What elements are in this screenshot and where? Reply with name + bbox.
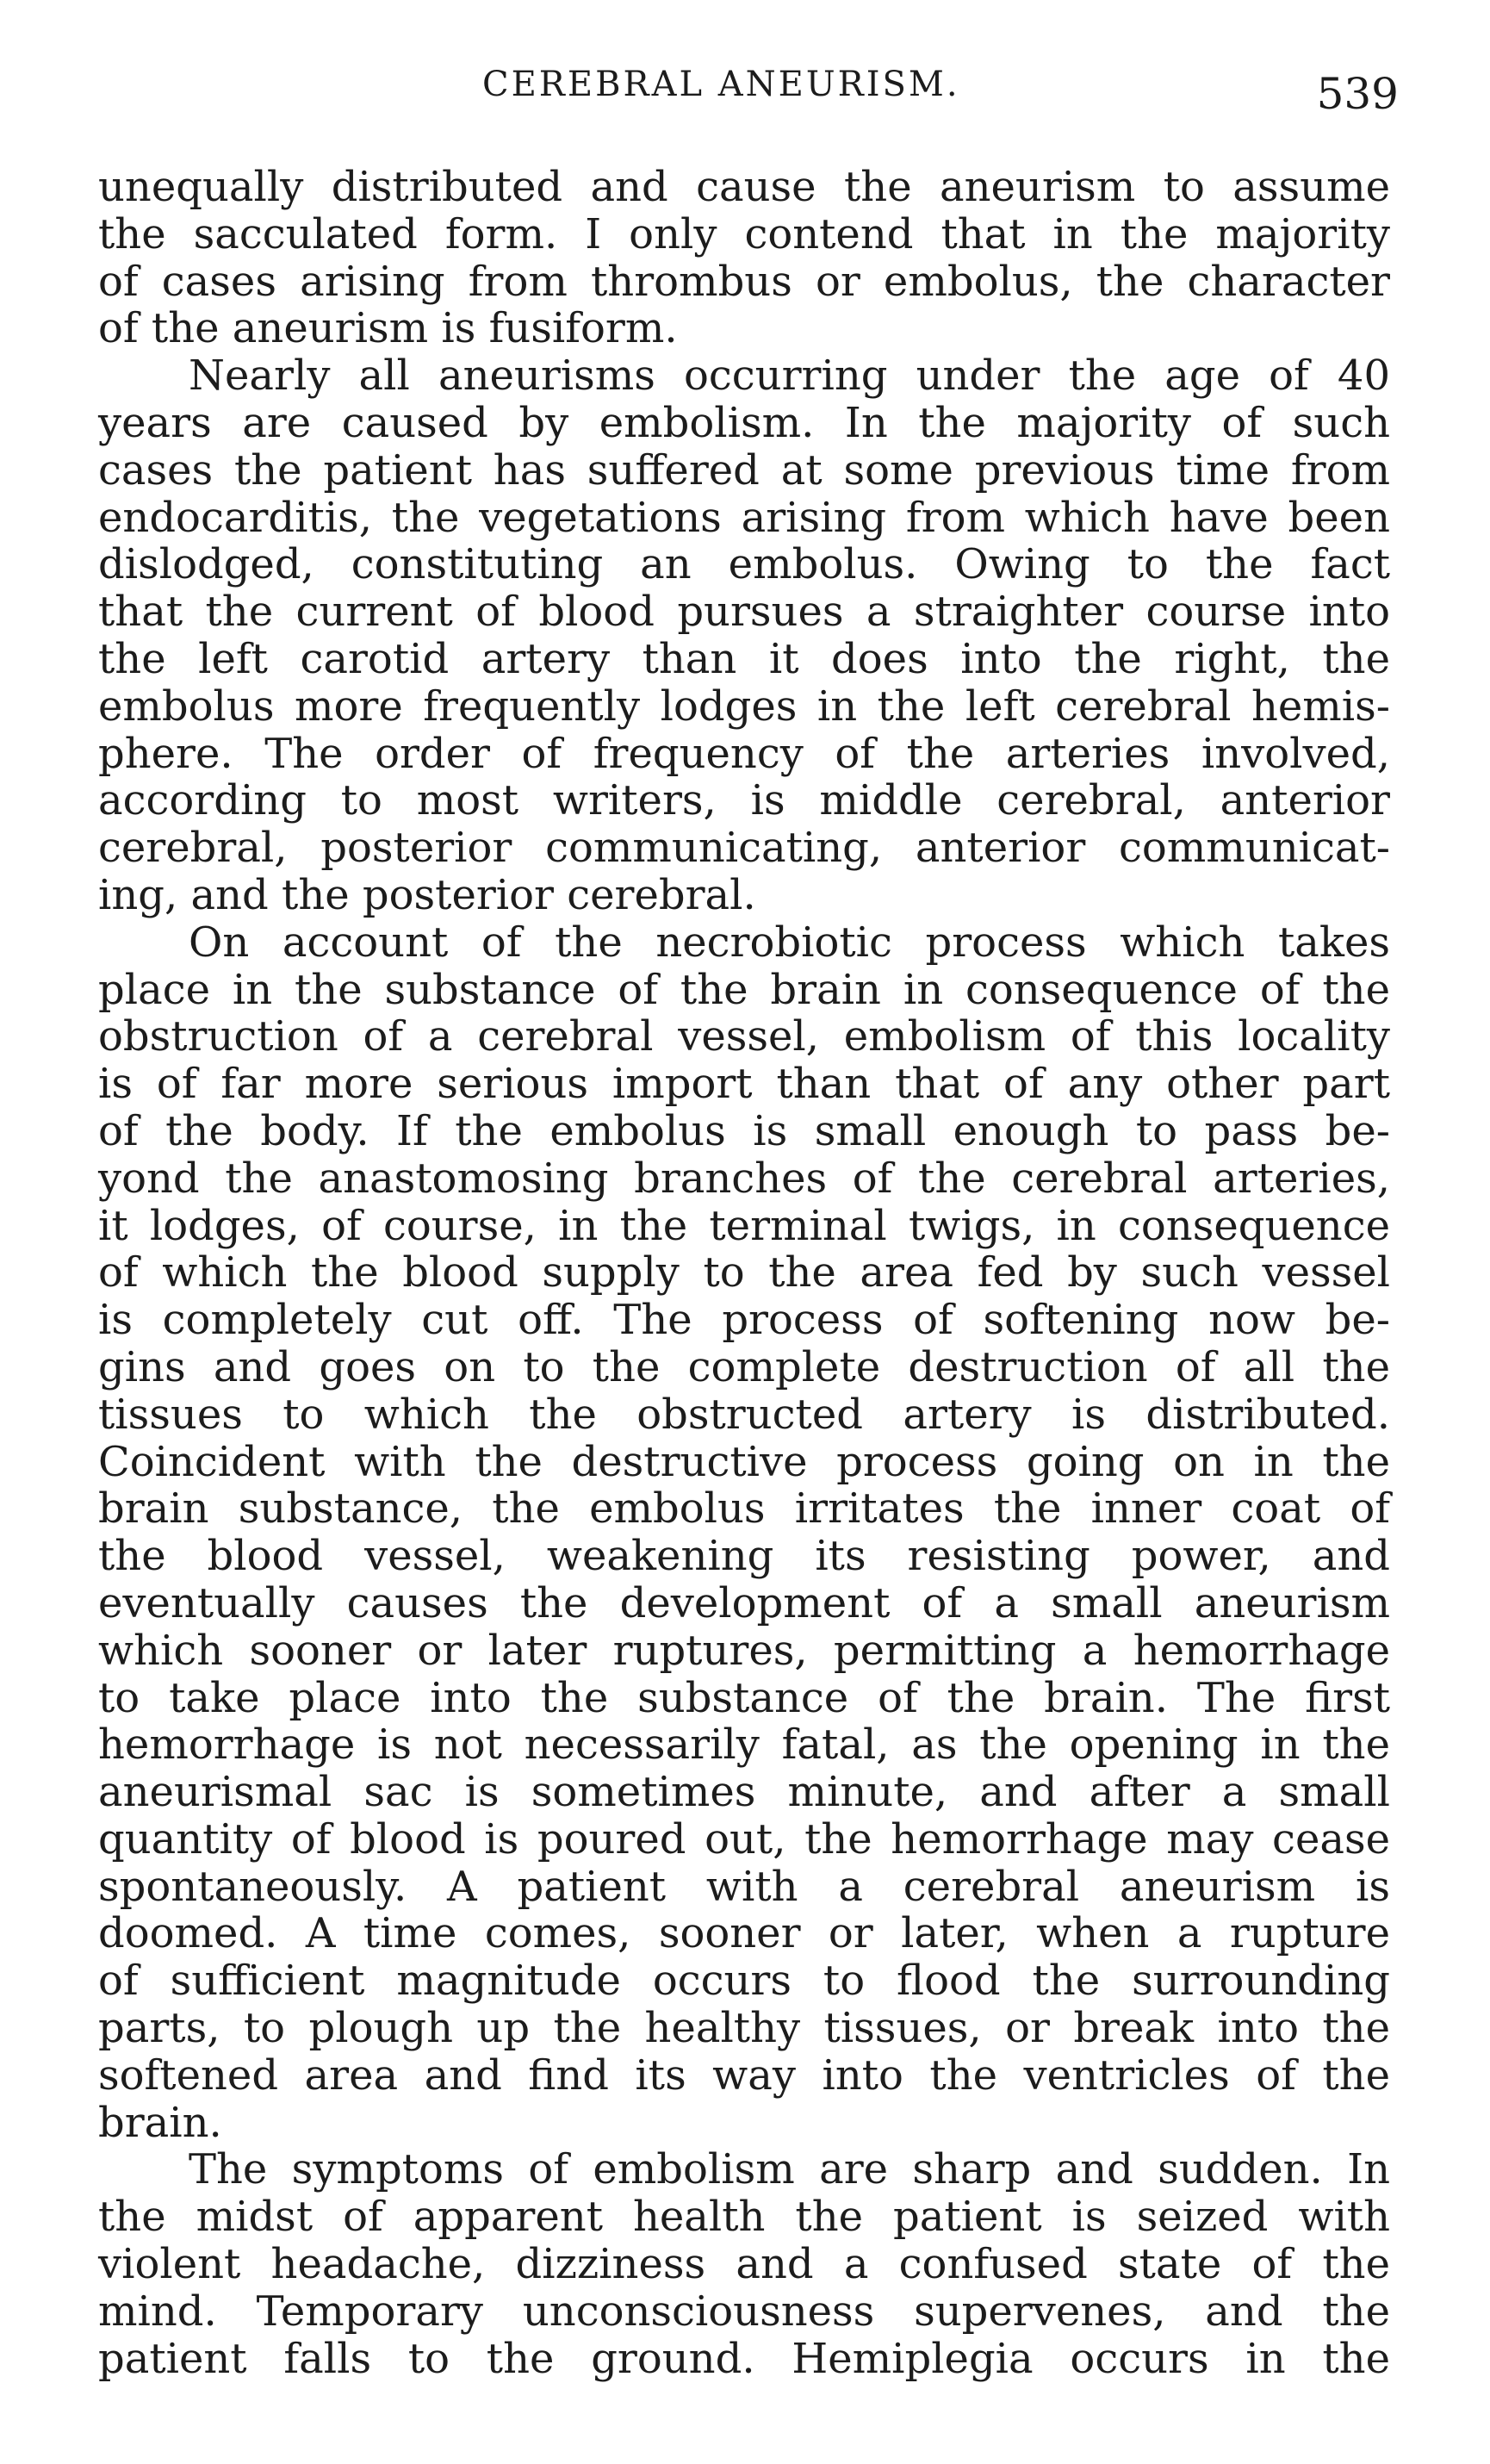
text-line: cerebral, posterior communicating, anterior communicat-: [98, 824, 1390, 873]
text-line: it lodges, of course, in the terminal twigs, in consequence: [98, 1201, 1390, 1250]
text-line: the sacculated form. I only contend that in the majority: [98, 209, 1390, 258]
text-line: that the current of blood pursues a straighter course into: [98, 588, 1390, 637]
text-line: Nearly all aneurisms occurring under the age of 40: [189, 352, 1390, 401]
text-line: brain substance, the embolus irritates the inner coat of: [98, 1484, 1390, 1534]
text-line: mind. Temporary unconsciousness supervenes, and the: [98, 2287, 1390, 2336]
paragraph-symptoms: [98, 2146, 1390, 2382]
text-line: embolus more frequently lodges in the left cerebral hemis-: [98, 681, 1390, 731]
text-line: the left carotid artery than it does into the right, the: [98, 634, 1390, 683]
text-line: is of far more serious import than that of any other part: [98, 1060, 1390, 1109]
text-line: spontaneously. A patient with a cerebral aneurism is: [98, 1862, 1390, 1911]
text-line: the blood vessel, weakening its resisting power, and: [98, 1532, 1390, 1581]
text-line: dislodged, constituting an embolus. Owing to the fact: [98, 540, 1390, 589]
text-line: tissues to which the obstructed artery is distributed.: [98, 1390, 1390, 1439]
paragraph-continued: [98, 164, 1390, 352]
text-line: eventually causes the development of a small aneurism: [98, 1578, 1390, 1627]
text-line: quantity of blood is poured out, the hemorrhage may cease: [98, 1814, 1390, 1864]
page-number: 539: [1316, 69, 1399, 119]
text-line: Coincident with the destructive process going on in the: [98, 1437, 1390, 1486]
text-line: endocarditis, the vegetations arising from which have been: [98, 493, 1390, 542]
paragraph-embolism-cause: [98, 352, 1390, 919]
text-line: hemorrhage is not necessarily fatal, as the opening in the: [98, 1720, 1390, 1770]
text-line: of the body. If the embolus is small enough to pass be-: [98, 1106, 1390, 1155]
text-line: of sufficient magnitude occurs to flood the surrounding: [98, 1957, 1390, 2006]
text-line: On account of the necrobiotic process which takes: [189, 918, 1390, 967]
text-line: of the aneurism is fusiform.: [98, 304, 678, 353]
text-line: is completely cut off. The process of softening now be-: [98, 1296, 1390, 1345]
text-line: the midst of apparent health the patient is seized with: [98, 2193, 1390, 2242]
text-line: parts, to plough up the healthy tissues, or break into the: [98, 2004, 1390, 2053]
text-line: cases the patient has suffered at some previous time from: [98, 445, 1390, 495]
text-line: The symptoms of embolism are sharp and sudden. In: [189, 2145, 1390, 2194]
paragraph-necrobiotic-process: [98, 919, 1390, 2147]
text-line: years are caused by embolism. In the majority of such: [98, 398, 1390, 447]
text-line: unequally distributed and cause the aneurism to assume: [98, 163, 1390, 211]
text-line: according to most writers, is middle cerebral, anterior: [98, 776, 1390, 825]
text-line: yond the anastomosing branches of the cerebral arteries,: [98, 1154, 1390, 1203]
body-text: [98, 164, 1390, 2382]
text-line: ing, and the posterior cerebral.: [98, 870, 756, 919]
text-line: brain.: [98, 2098, 222, 2147]
text-line: of cases arising from thrombus or embolus, the character: [98, 257, 1390, 306]
running-title: CEREBRAL ANEURISM.: [482, 65, 960, 104]
text-line: doomed. A time comes, sooner or later, when a rupture: [98, 1909, 1390, 1958]
text-line: patient falls to the ground. Hemiplegia occurs in the: [98, 2334, 1390, 2383]
text-line: of which the blood supply to the area fed by such vessel: [98, 1248, 1390, 1297]
text-line: obstruction of a cerebral vessel, embolism of this locality: [98, 1012, 1390, 1061]
text-line: phere. The order of frequency of the arteries involved,: [98, 729, 1390, 778]
text-line: which sooner or later ruptures, permitting a hemorrhage: [98, 1626, 1390, 1675]
text-line: gins and goes on to the complete destruction of all the: [98, 1342, 1390, 1391]
text-line: place in the substance of the brain in consequence of the: [98, 965, 1390, 1014]
text-line: violent headache, dizziness and a confused state of the: [98, 2240, 1390, 2289]
text-line: to take place into the substance of the brain. The first: [98, 1673, 1390, 1722]
text-line: aneurismal sac is sometimes minute, and after a small: [98, 1768, 1390, 1817]
text-line: softened area and find its way into the ventricles of the: [98, 2050, 1390, 2100]
